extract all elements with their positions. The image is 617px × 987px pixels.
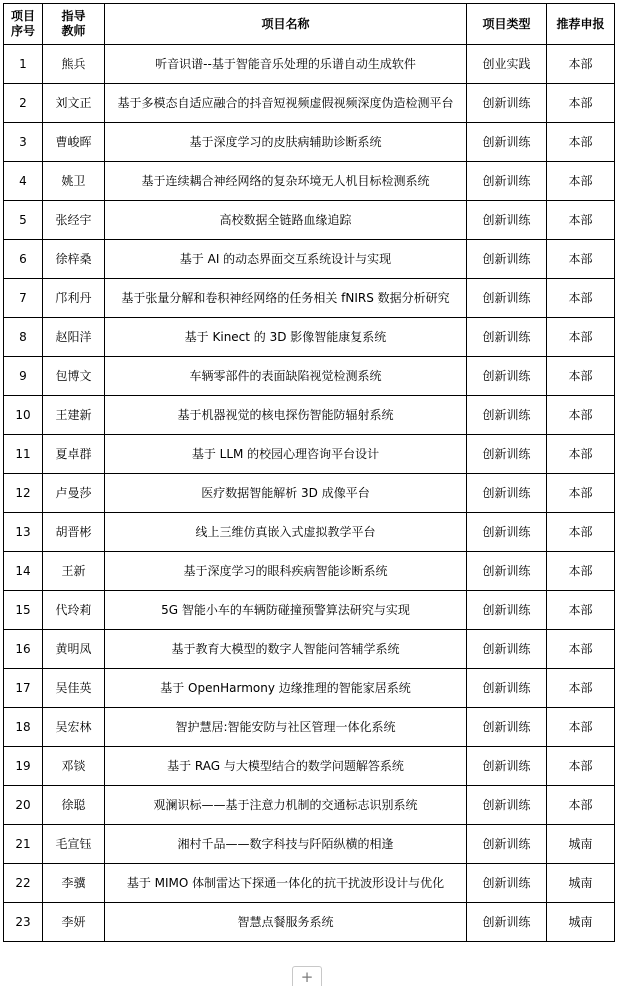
cell-project-name: 线上三维仿真嵌入式虚拟教学平台 xyxy=(105,513,467,552)
header-row xyxy=(4,4,615,45)
table-row xyxy=(4,513,615,552)
cell-teacher: 夏卓群 xyxy=(43,435,105,474)
cell-recommend: 本部 xyxy=(547,396,615,435)
cell-project-type: 创新训练 xyxy=(467,513,547,552)
cell-recommend: 城南 xyxy=(547,825,615,864)
cell-recommend: 本部 xyxy=(547,45,615,84)
cell-project-no: 6 xyxy=(4,240,43,279)
cell-project-no: 7 xyxy=(4,279,43,318)
cell-project-type: 创新训练 xyxy=(467,903,547,942)
cell-teacher: 徐聪 xyxy=(43,786,105,825)
cell-project-name: 基于张量分解和卷积神经网络的任务相关 fNIRS 数据分析研究 xyxy=(105,279,467,318)
cell-recommend: 本部 xyxy=(547,669,615,708)
cell-teacher: 张经宇 xyxy=(43,201,105,240)
cell-project-type: 创新训练 xyxy=(467,552,547,591)
table-row xyxy=(4,318,615,357)
cell-project-name: 基于 OpenHarmony 边缘推理的智能家居系统 xyxy=(105,669,467,708)
cell-recommend: 本部 xyxy=(547,84,615,123)
table-row xyxy=(4,552,615,591)
cell-project-type: 创新训练 xyxy=(467,435,547,474)
cell-project-no: 22 xyxy=(4,864,43,903)
cell-teacher: 王建新 xyxy=(43,396,105,435)
cell-project-name: 医疗数据智能解析 3D 成像平台 xyxy=(105,474,467,513)
cell-project-name: 基于连续耦合神经网络的复杂环境无人机目标检测系统 xyxy=(105,162,467,201)
cell-project-name: 智慧点餐服务系统 xyxy=(105,903,467,942)
cell-project-no: 2 xyxy=(4,84,43,123)
cell-recommend: 本部 xyxy=(547,552,615,591)
cell-teacher: 卢曼莎 xyxy=(43,474,105,513)
cell-project-name: 高校数据全链路血缘追踪 xyxy=(105,201,467,240)
cell-recommend: 本部 xyxy=(547,162,615,201)
cell-recommend: 本部 xyxy=(547,786,615,825)
cell-teacher: 黄明凤 xyxy=(43,630,105,669)
cell-project-type: 创新训练 xyxy=(467,864,547,903)
cell-project-name: 基于 RAG 与大模型结合的数学问题解答系统 xyxy=(105,747,467,786)
add-row-button[interactable]: + xyxy=(292,966,322,986)
header-project-no: 项目 序号 xyxy=(4,4,43,45)
cell-teacher: 吴宏林 xyxy=(43,708,105,747)
cell-project-name: 基于多模态自适应融合的抖音短视频虚假视频深度伪造检测平台 xyxy=(105,84,467,123)
table-row xyxy=(4,396,615,435)
cell-teacher: 熊兵 xyxy=(43,45,105,84)
cell-project-name: 基于深度学习的眼科疾病智能诊断系统 xyxy=(105,552,467,591)
cell-project-name: 基于 MIMO 体制雷达下探通一体化的抗干扰波形设计与优化 xyxy=(105,864,467,903)
cell-project-name: 基于深度学习的皮肤病辅助诊断系统 xyxy=(105,123,467,162)
table-row xyxy=(4,279,615,318)
cell-teacher: 毛宣钰 xyxy=(43,825,105,864)
cell-project-name: 基于 LLM 的校园心理咨询平台设计 xyxy=(105,435,467,474)
cell-teacher: 邓锬 xyxy=(43,747,105,786)
table-row xyxy=(4,357,615,396)
cell-recommend: 本部 xyxy=(547,201,615,240)
cell-project-name: 5G 智能小车的车辆防碰撞预警算法研究与实现 xyxy=(105,591,467,630)
cell-project-no: 4 xyxy=(4,162,43,201)
cell-teacher: 代玲莉 xyxy=(43,591,105,630)
cell-project-type: 创新训练 xyxy=(467,396,547,435)
table-row xyxy=(4,708,615,747)
cell-project-type: 创新训练 xyxy=(467,279,547,318)
cell-project-name: 基于 AI 的动态界面交互系统设计与实现 xyxy=(105,240,467,279)
cell-project-type: 创新训练 xyxy=(467,747,547,786)
cell-recommend: 本部 xyxy=(547,708,615,747)
cell-teacher: 王新 xyxy=(43,552,105,591)
cell-project-no: 5 xyxy=(4,201,43,240)
cell-project-type: 创新训练 xyxy=(467,240,547,279)
cell-project-no: 18 xyxy=(4,708,43,747)
cell-project-type: 创新训练 xyxy=(467,825,547,864)
cell-project-type: 创新训练 xyxy=(467,318,547,357)
table-row xyxy=(4,123,615,162)
cell-project-no: 16 xyxy=(4,630,43,669)
cell-project-type: 创新训练 xyxy=(467,162,547,201)
cell-project-type: 创新训练 xyxy=(467,591,547,630)
table-row xyxy=(4,45,615,84)
cell-project-type: 创业实践 xyxy=(467,45,547,84)
cell-project-type: 创新训练 xyxy=(467,84,547,123)
table-row xyxy=(4,825,615,864)
table-row xyxy=(4,747,615,786)
cell-project-name: 车辆零部件的表面缺陷视觉检测系统 xyxy=(105,357,467,396)
cell-project-type: 创新训练 xyxy=(467,201,547,240)
cell-recommend: 城南 xyxy=(547,864,615,903)
table-row xyxy=(4,435,615,474)
cell-recommend: 城南 xyxy=(547,903,615,942)
cell-project-type: 创新训练 xyxy=(467,786,547,825)
cell-project-name: 智护慧居:智能安防与社区管理一体化系统 xyxy=(105,708,467,747)
cell-teacher: 刘文正 xyxy=(43,84,105,123)
cell-project-name: 湘村千品——数字科技与阡陌纵横的相逢 xyxy=(105,825,467,864)
cell-project-name: 观澜识标——基于注意力机制的交通标志识别系统 xyxy=(105,786,467,825)
cell-project-type: 创新训练 xyxy=(467,474,547,513)
cell-project-no: 23 xyxy=(4,903,43,942)
table-row xyxy=(4,201,615,240)
table-header xyxy=(4,4,615,45)
cell-project-no: 9 xyxy=(4,357,43,396)
cell-project-type: 创新训练 xyxy=(467,123,547,162)
cell-recommend: 本部 xyxy=(547,630,615,669)
cell-project-type: 创新训练 xyxy=(467,708,547,747)
cell-teacher: 胡晋彬 xyxy=(43,513,105,552)
cell-recommend: 本部 xyxy=(547,318,615,357)
cell-recommend: 本部 xyxy=(547,357,615,396)
cell-recommend: 本部 xyxy=(547,435,615,474)
cell-project-no: 21 xyxy=(4,825,43,864)
cell-project-no: 3 xyxy=(4,123,43,162)
table-row xyxy=(4,903,615,942)
table-row xyxy=(4,786,615,825)
cell-recommend: 本部 xyxy=(547,123,615,162)
table-row xyxy=(4,84,615,123)
cell-project-no: 10 xyxy=(4,396,43,435)
cell-recommend: 本部 xyxy=(547,279,615,318)
cell-recommend: 本部 xyxy=(547,474,615,513)
cell-project-type: 创新训练 xyxy=(467,357,547,396)
cell-project-name: 基于机器视觉的核电探伤智能防辐射系统 xyxy=(105,396,467,435)
cell-teacher: 邝利丹 xyxy=(43,279,105,318)
cell-project-no: 13 xyxy=(4,513,43,552)
cell-project-no: 14 xyxy=(4,552,43,591)
table-row xyxy=(4,240,615,279)
projects-table xyxy=(3,3,615,942)
header-project-name: 项目名称 xyxy=(105,4,467,45)
table-row xyxy=(4,162,615,201)
header-project-type: 项目类型 xyxy=(467,4,547,45)
cell-project-name: 基于 Kinect 的 3D 影像智能康复系统 xyxy=(105,318,467,357)
cell-teacher: 李骥 xyxy=(43,864,105,903)
cell-project-no: 15 xyxy=(4,591,43,630)
cell-project-no: 20 xyxy=(4,786,43,825)
cell-teacher: 曹峻晖 xyxy=(43,123,105,162)
cell-project-no: 8 xyxy=(4,318,43,357)
cell-teacher: 包博文 xyxy=(43,357,105,396)
cell-project-no: 1 xyxy=(4,45,43,84)
header-teacher: 指导 教师 xyxy=(43,4,105,45)
header-recommend: 推荐申报 xyxy=(547,4,615,45)
table-row xyxy=(4,630,615,669)
cell-project-type: 创新训练 xyxy=(467,669,547,708)
cell-project-no: 17 xyxy=(4,669,43,708)
table-row xyxy=(4,591,615,630)
cell-project-no: 19 xyxy=(4,747,43,786)
cell-teacher: 姚卫 xyxy=(43,162,105,201)
cell-project-no: 12 xyxy=(4,474,43,513)
table-body xyxy=(4,45,615,942)
table-row xyxy=(4,669,615,708)
cell-recommend: 本部 xyxy=(547,513,615,552)
cell-project-type: 创新训练 xyxy=(467,630,547,669)
cell-recommend: 本部 xyxy=(547,747,615,786)
cell-teacher: 李妍 xyxy=(43,903,105,942)
cell-project-name: 听音识谱--基于智能音乐处理的乐谱自动生成软件 xyxy=(105,45,467,84)
cell-recommend: 本部 xyxy=(547,591,615,630)
table-row xyxy=(4,474,615,513)
cell-project-name: 基于教育大模型的数字人智能问答辅学系统 xyxy=(105,630,467,669)
cell-teacher: 赵阳洋 xyxy=(43,318,105,357)
cell-teacher: 吴佳英 xyxy=(43,669,105,708)
cell-teacher: 徐梓桑 xyxy=(43,240,105,279)
cell-project-no: 11 xyxy=(4,435,43,474)
table-row xyxy=(4,864,615,903)
cell-recommend: 本部 xyxy=(547,240,615,279)
